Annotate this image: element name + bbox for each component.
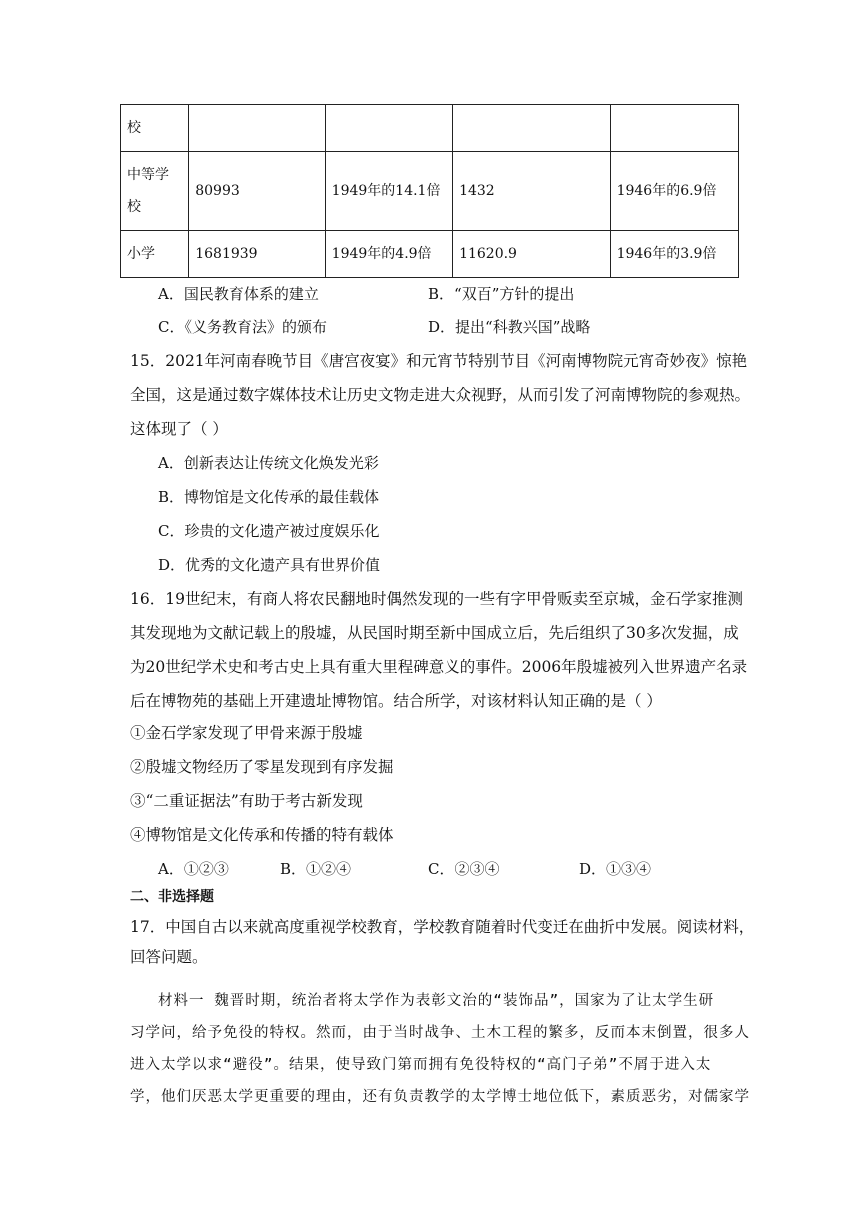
q16-statement-2: ②殷墟文物经历了零星发现到有序发掘 bbox=[130, 758, 394, 776]
q16-stem-line: 后在博物苑的基础上开建遗址博物馆。结合所学，对该材料认知正确的是（ ） bbox=[130, 692, 662, 710]
q16-option-c[interactable]: C．②③④ bbox=[428, 860, 500, 878]
table-cell: 中等学校 bbox=[121, 152, 189, 231]
q16-statement-3: ③“二重证据法”有助于考古新发现 bbox=[130, 792, 363, 810]
table-row bbox=[121, 231, 739, 278]
table-cell: 11620.9 bbox=[453, 231, 611, 278]
q16-option-d[interactable]: D．①③④ bbox=[579, 860, 652, 878]
table-cell bbox=[453, 105, 611, 152]
q16-option-a[interactable]: A．①②③ bbox=[158, 860, 229, 878]
q16-option-b[interactable]: B．①②④ bbox=[280, 860, 352, 878]
q17-material-line: 材料一 魏晋时期，统治者将太学作为表彰文治的“装饰品”，国家为了让太学生研 bbox=[158, 993, 715, 1009]
q16-statement-1: ①金石学家发现了甲骨来源于殷墟 bbox=[130, 724, 363, 742]
table-cell: 80993 bbox=[189, 152, 325, 231]
table-cell: 1681939 bbox=[189, 231, 325, 278]
q15-option-c[interactable]: C．珍贵的文化遗产被过度娱乐化 bbox=[158, 522, 380, 540]
table-cell: 1946年的3.9倍 bbox=[610, 231, 738, 278]
table-row bbox=[121, 152, 739, 231]
q15-option-a[interactable]: A．创新表达让传统文化焕发光彩 bbox=[158, 454, 379, 472]
q14-option-b[interactable]: B．“双百”方针的提出 bbox=[428, 285, 575, 303]
q14-option-d[interactable]: D．提出“科教兴国”战略 bbox=[428, 318, 591, 336]
q16-stem-line: 其发现地为文献记载上的殷墟，从民国时期至新中国成立后，先后组织了30多次发掘，成 bbox=[130, 624, 739, 642]
q15-option-d[interactable]: D．优秀的文化遗产具有世界价值 bbox=[158, 556, 381, 574]
table-cell: 小学 bbox=[121, 231, 189, 278]
q16-statement-4: ④博物馆是文化传承和传播的特有载体 bbox=[130, 826, 394, 844]
table-cell bbox=[610, 105, 738, 152]
table-cell: 1432 bbox=[453, 152, 611, 231]
table-cell: 1949年的4.9倍 bbox=[325, 231, 452, 278]
q17-material-line: 学，他们厌恶太学更重要的理由，还有负责教学的太学博士地位低下，素质恶劣，对儒家学 bbox=[130, 1089, 750, 1105]
education-statistics-table bbox=[120, 104, 739, 278]
section-heading: 二、非选择题 bbox=[130, 889, 214, 905]
table-cell bbox=[325, 105, 452, 152]
table-cell: 1946年的6.9倍 bbox=[610, 152, 738, 231]
q17-stem-line: 回答问题。 bbox=[130, 948, 208, 966]
table-cell bbox=[189, 105, 325, 152]
q17-material-line: 进入太学以求“避役”。结果，使导致门第而拥有免役特权的“高门子弟”不屑于进入太 bbox=[130, 1057, 712, 1073]
q15-stem-line: 15．2021年河南春晚节目《唐宫夜宴》和元宵节特别节目《河南博物院元宵奇妙夜》惊艳 bbox=[130, 352, 748, 370]
table-cell: 1949年的14.1倍 bbox=[325, 152, 452, 231]
q14-option-c[interactable]: C．《义务教育法》的颁布 bbox=[158, 318, 327, 336]
table-row bbox=[121, 105, 739, 152]
q15-option-b[interactable]: B．博物馆是文化传承的最佳载体 bbox=[158, 488, 380, 506]
q15-stem-line: 这体现了（ ） bbox=[130, 420, 228, 438]
q16-stem-line: 为20世纪学术史和考古史上具有重大里程碑意义的事件。2006年殷墟被列入世界遗产名录 bbox=[130, 658, 748, 676]
q17-material-line: 习学问，给予免役的特权。然而，由于当时战争、土木工程的繁多，反而本末倒置，很多人 bbox=[130, 1025, 750, 1041]
q17-stem-line: 17．中国自古以来就高度重视学校教育，学校教育随着时代变迁在曲折中发展。阅读材料， bbox=[130, 918, 755, 936]
q15-stem-line: 全国，这是通过数字媒体技术让历史文物走进大众视野，从而引发了河南博物院的参观热。 bbox=[130, 386, 751, 404]
q14-option-a[interactable]: A．国民教育体系的建立 bbox=[158, 285, 319, 303]
table-cell: 校 bbox=[121, 105, 189, 152]
q16-stem-line: 16．19世纪末，有商人将农民翻地时偶然发现的一些有字甲骨贩卖至京城，金石学家推测 bbox=[130, 590, 743, 608]
